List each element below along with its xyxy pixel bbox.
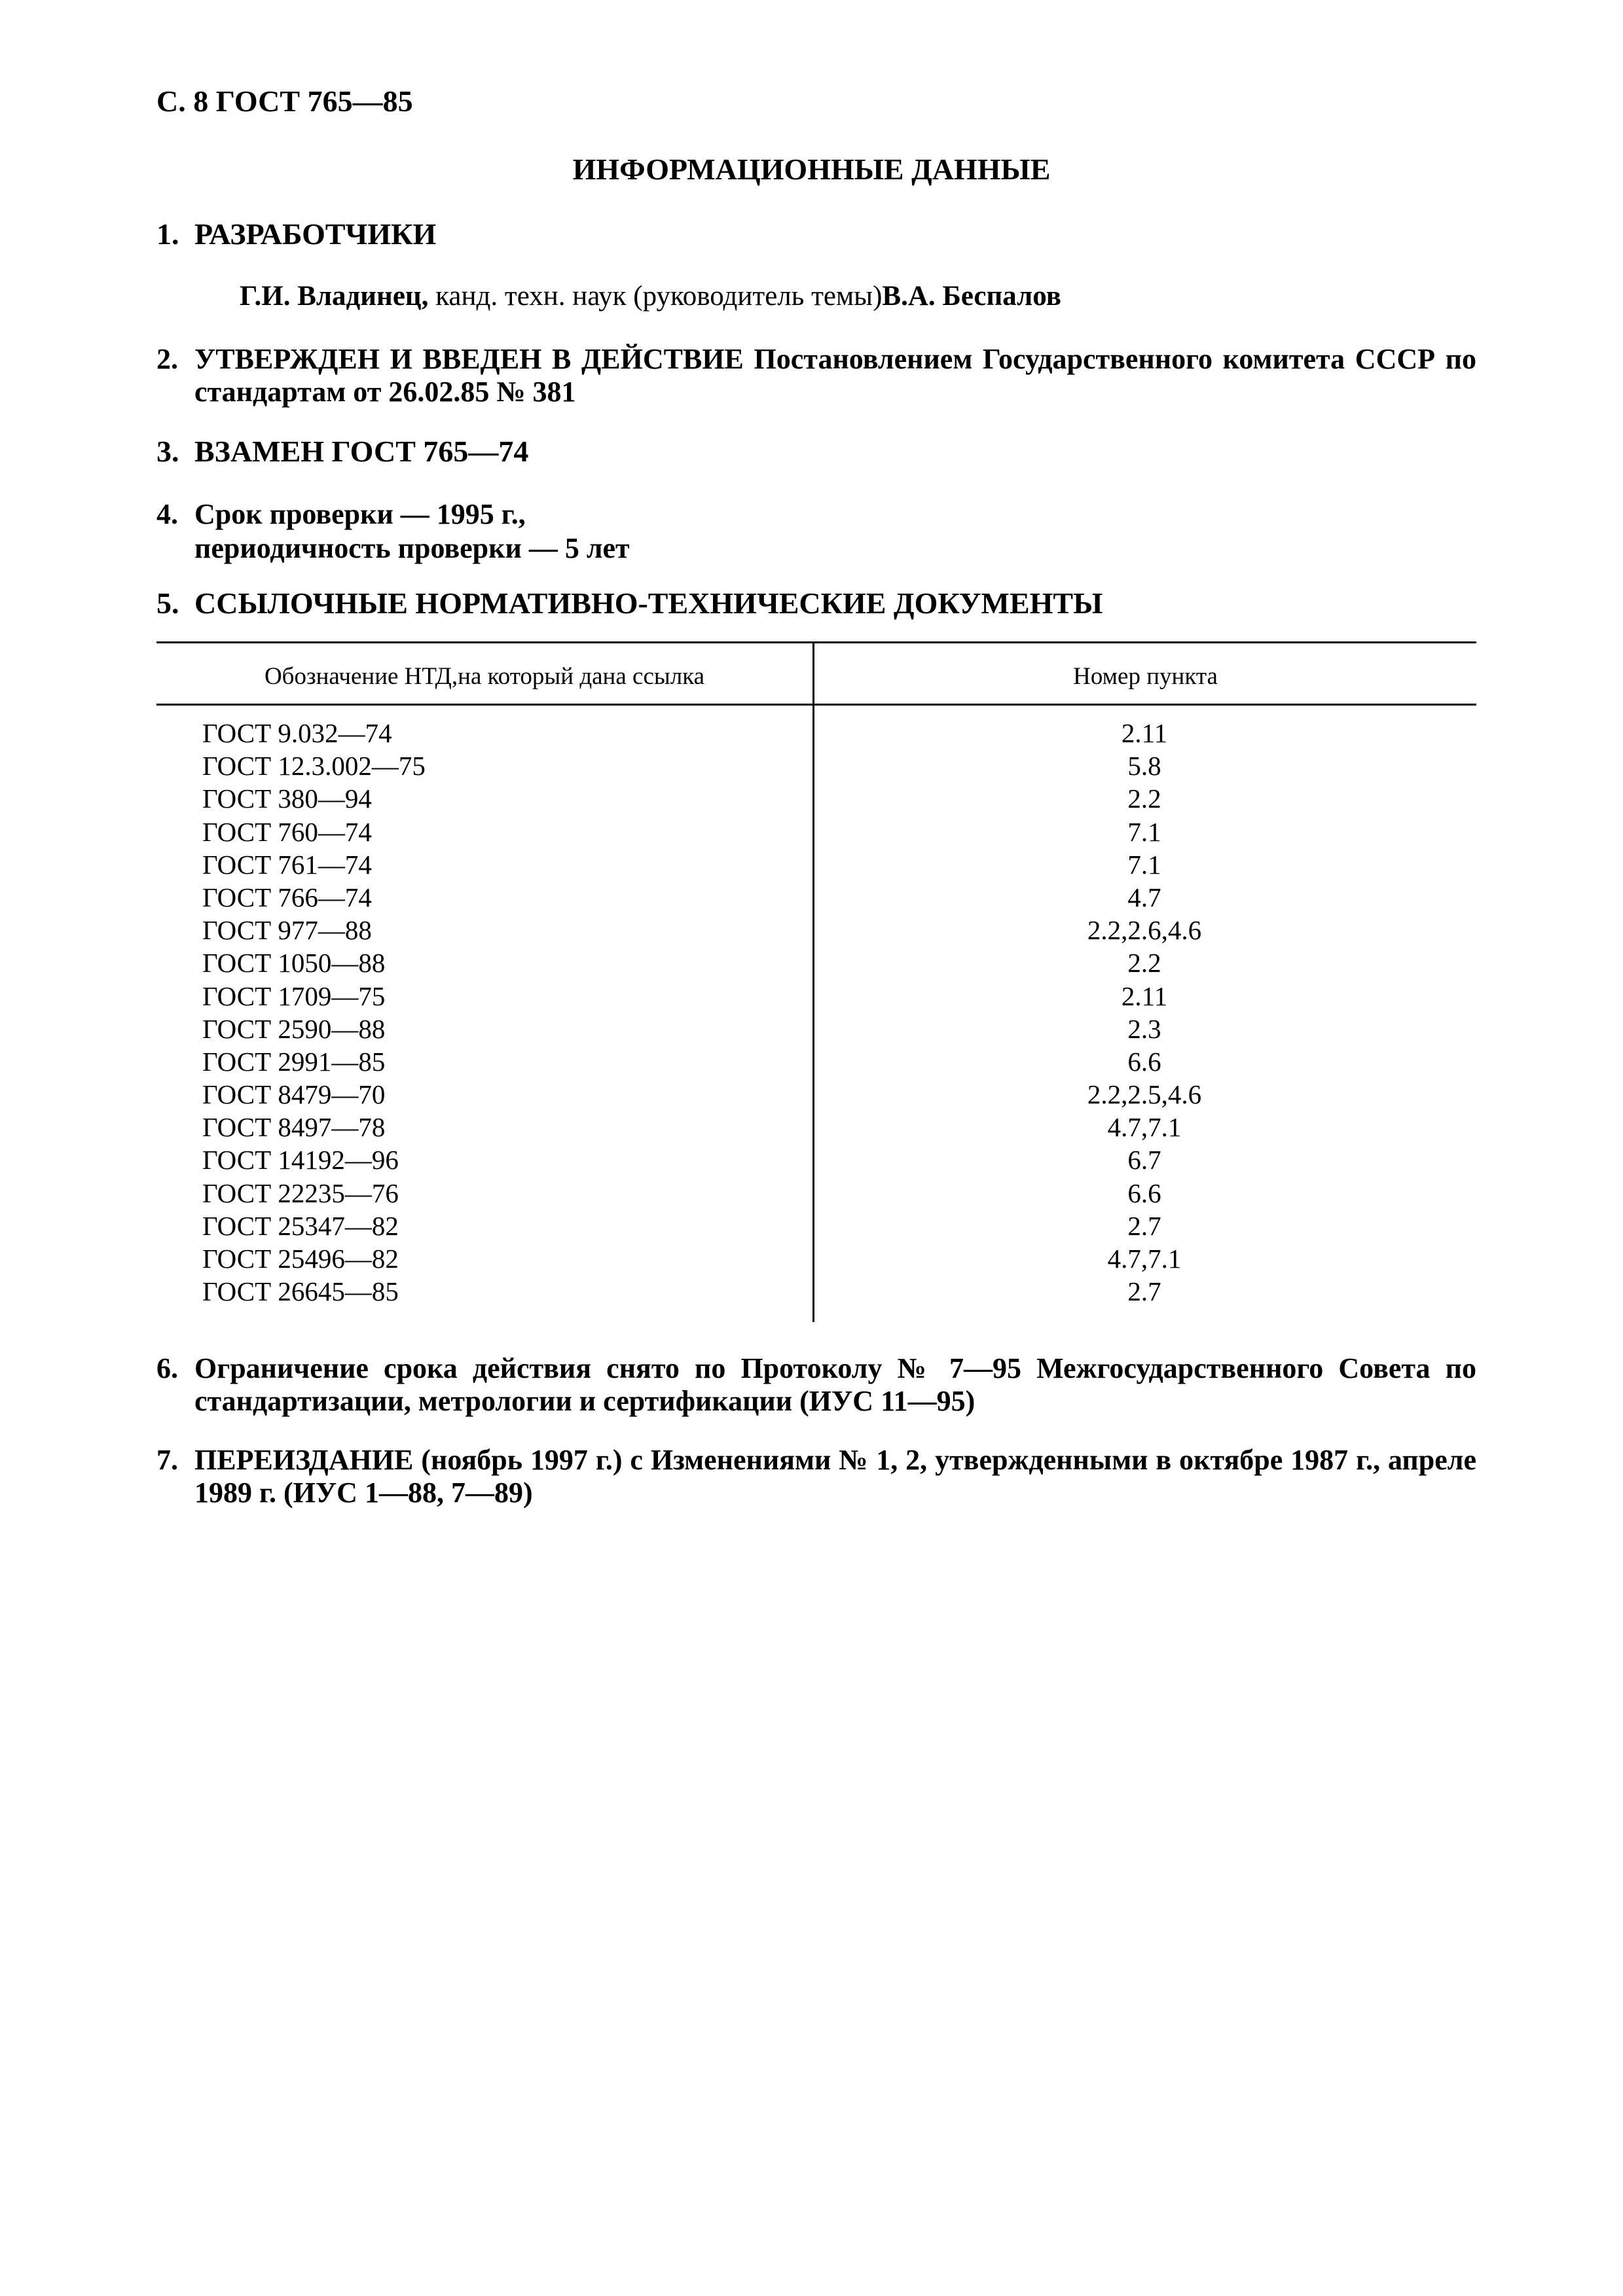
table-cell-designation: ГОСТ 8497—78	[202, 1112, 386, 1143]
table-row	[156, 980, 1476, 1013]
table-cell-designation: ГОСТ 8479—70	[202, 1079, 386, 1110]
table-cell-item-number: 7.1	[1127, 816, 1161, 847]
section-2-number: 2.	[156, 343, 178, 375]
table-top-rule	[156, 641, 1476, 643]
section-4	[156, 497, 630, 565]
table-row	[156, 1275, 1476, 1308]
table-cell-designation: ГОСТ 22235—76	[202, 1177, 399, 1208]
table-cell-designation: ГОСТ 12.3.002—75	[202, 751, 426, 781]
table-cell-item-number: 2.11	[1121, 718, 1168, 748]
developer-1-name: Г.И. Владинец,	[240, 281, 429, 312]
table-row	[156, 1045, 1476, 1078]
table-row	[156, 1242, 1476, 1275]
page-header: С. 8 ГОСТ 765—85	[156, 84, 413, 118]
table-row	[156, 881, 1476, 914]
section-7-text: ПЕРЕИЗДАНИЕ (ноябрь 1997 г.) с Изменениями № 1, 2, утвержденными в октябре 1987 г., апреле 1989 г. (ИУС 1—88, 7—89)	[194, 1444, 1476, 1509]
table-cell-item-number: 2.11	[1121, 980, 1168, 1011]
table-header-rule	[156, 704, 1476, 706]
table-cell-designation: ГОСТ 25347—82	[202, 1210, 399, 1241]
section-2-text: УТВЕРЖДЕН И ВВЕДЕН В ДЕЙСТВИЕ Постановлением Государственного комитета СССР по стандартам от 26.02.85 № 381	[194, 343, 1476, 408]
table-cell-designation: ГОСТ 26645—85	[202, 1276, 399, 1307]
table-row	[156, 946, 1476, 979]
table-cell-designation: ГОСТ 1709—75	[202, 980, 386, 1011]
table-cell-item-number: 4.7	[1127, 882, 1161, 912]
table-cell-item-number: 4.7,7.1	[1107, 1112, 1182, 1143]
page-title: ИНФОРМАЦИОННЫЕ ДАННЫЕ	[572, 152, 1051, 186]
section-6-number: 6.	[156, 1352, 178, 1384]
section-7	[156, 1444, 1476, 1509]
table-row	[156, 1013, 1476, 1045]
table-row	[156, 749, 1476, 782]
table-row	[156, 914, 1476, 946]
table-cell-designation: ГОСТ 766—74	[202, 882, 372, 912]
table-cell-item-number: 6.6	[1127, 1046, 1161, 1077]
table-cell-designation: ГОСТ 760—74	[202, 816, 372, 847]
table-row	[156, 1111, 1476, 1143]
table-header-designation: Обозначение НТД,на который дана ссылка	[264, 663, 705, 690]
table-cell-designation: ГОСТ 2590—88	[202, 1013, 386, 1044]
section-6	[156, 1352, 1476, 1418]
table-cell-designation: ГОСТ 2991—85	[202, 1046, 386, 1077]
table-cell-designation: ГОСТ 25496—82	[202, 1244, 399, 1274]
table-cell-item-number: 6.6	[1127, 1177, 1161, 1208]
table-cell-designation: ГОСТ 1050—88	[202, 948, 386, 978]
table-row	[156, 717, 1476, 749]
table-cell-designation: ГОСТ 761—74	[202, 849, 372, 880]
table-cell-item-number: 7.1	[1127, 849, 1161, 880]
developers-line	[240, 280, 1061, 312]
section-5-title: ССЫЛОЧНЫЕ НОРМАТИВНО-ТЕХНИЧЕСКИЕ ДОКУМЕНТЫ	[194, 586, 1103, 620]
section-1-heading	[156, 217, 436, 251]
section-4-line-1: Срок проверки — 1995 г.,	[194, 498, 526, 530]
section-3-number: 3.	[156, 435, 179, 468]
section-4-line-2: периодичность проверки — 5 лет	[194, 532, 630, 564]
table-cell-item-number: 5.8	[1127, 751, 1161, 781]
section-1-title: РАЗРАБОТЧИКИ	[194, 217, 437, 251]
section-4-number: 4.	[156, 498, 178, 530]
section-1-number: 1.	[156, 217, 179, 251]
table-cell-item-number: 2.2	[1127, 948, 1161, 978]
table-row	[156, 848, 1476, 881]
table-row	[156, 1210, 1476, 1242]
table-cell-designation: ГОСТ 380—94	[202, 783, 372, 814]
table-cell-item-number: 2.2	[1127, 783, 1161, 814]
section-5-number: 5.	[156, 586, 179, 620]
table-cell-designation: ГОСТ 9.032—74	[202, 718, 392, 748]
section-3-text: ВЗАМЕН ГОСТ 765—74	[194, 435, 529, 468]
section-6-text: Ограничение срока действия снято по Протоколу № 7—95 Межгосударственного Совета по стандартизации, метрологии и сертификации (ИУС 11—95)	[194, 1352, 1476, 1417]
table-row	[156, 1078, 1476, 1111]
section-3	[156, 435, 528, 469]
table-cell-designation: ГОСТ 977—88	[202, 915, 372, 946]
table-cell-item-number: 4.7,7.1	[1107, 1244, 1182, 1274]
section-5-heading	[156, 586, 1103, 620]
section-2	[156, 343, 1476, 408]
table-cell-item-number: 2.2,2.6,4.6	[1087, 915, 1202, 946]
table-cell-item-number: 2.7	[1127, 1210, 1161, 1241]
table-header-item-number: Номер пункта	[1073, 663, 1218, 690]
table-cell-item-number: 2.3	[1127, 1013, 1161, 1044]
table-row	[156, 1143, 1476, 1176]
table-cell-designation: ГОСТ 14192—96	[202, 1145, 399, 1175]
table-row	[156, 1177, 1476, 1210]
table-cell-item-number: 6.7	[1127, 1145, 1161, 1175]
reference-table-body	[156, 717, 1476, 1308]
table-cell-item-number: 2.7	[1127, 1276, 1161, 1307]
developer-1-role: канд. техн. наук (руководитель темы)	[428, 281, 883, 312]
section-7-number: 7.	[156, 1444, 178, 1476]
table-row	[156, 782, 1476, 815]
table-row	[156, 816, 1476, 848]
developer-2-name: В.А. Беспалов	[882, 281, 1061, 312]
table-cell-item-number: 2.2,2.5,4.6	[1087, 1079, 1202, 1110]
